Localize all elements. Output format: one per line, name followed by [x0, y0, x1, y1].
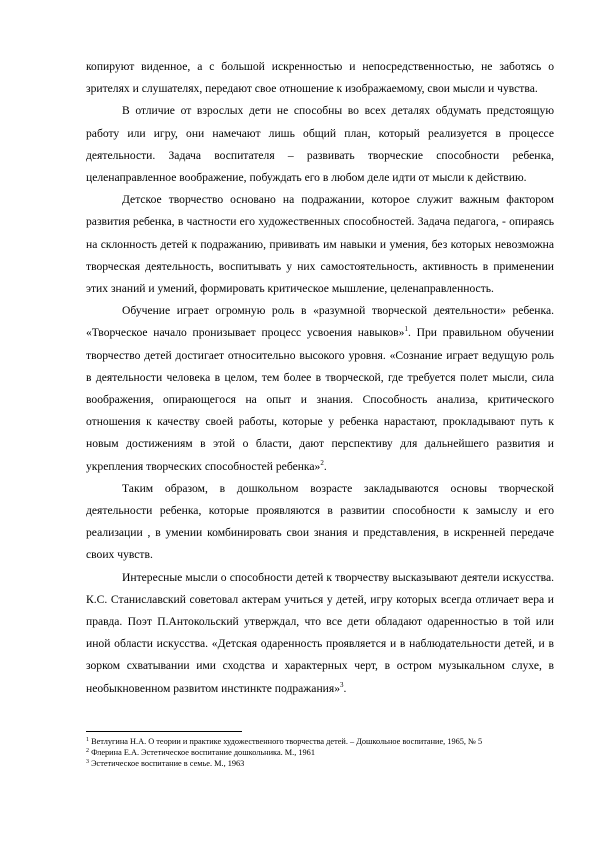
- footnote-divider: [86, 731, 242, 732]
- footnote-number: 2: [86, 748, 89, 754]
- paragraph-text: .: [343, 681, 347, 695]
- footnotes-section: [86, 731, 554, 769]
- footnote-reference[interactable]: 3: [340, 680, 344, 689]
- paragraph-text: копируют виденное, а с большой искренностью и непосредственностью, не заботясь о зрителях и слушателях, передают свое отношение к изображаемому, свои мысли и чувства.: [86, 60, 554, 96]
- footnote-number: 1: [86, 737, 89, 743]
- paragraph-text: Обучение играет огромную роль в «разумной творческой деятельности» ребенка. «Творческое начало пронизывает процесс усвоения навыков»: [86, 304, 554, 340]
- paragraph: [86, 567, 554, 700]
- paragraph: [86, 189, 554, 300]
- footnote: [86, 758, 554, 769]
- paragraph: [86, 478, 554, 567]
- footnote-reference[interactable]: 1: [404, 325, 408, 334]
- paragraph: [86, 56, 554, 100]
- paragraph: [86, 100, 554, 189]
- footnote: [86, 747, 554, 758]
- paragraph-text: Таким образом, в дошкольном возрасте закладываются основы творческой деятельности ребенка, которые проявляются в развитии способности к замыслу и его реализации , в умении комбинировать свои знания и представления, в искренней передаче своих чувств.: [86, 481, 554, 562]
- footnote: [86, 736, 554, 747]
- footnote-reference[interactable]: 2: [320, 458, 324, 467]
- document-body: [86, 56, 554, 700]
- paragraph-text: Интересные мысли о способности детей к творчеству высказывают деятели искусства. К.С. Станиславский советовал актерам учиться у детей, игру которых всегда отличает вера и правда. Поэт П.Антокольский утверждал, что все дети обладают одаренностью в той или иной области искусства. «Детская одаренность проявляется и в наблюдательности детей, и в зорком схватывании ими сходства и характерных черт, в остром музыкальном слухе, в необыкновенном развитом инстинкте подражания»: [86, 570, 554, 695]
- paragraph-text: В отличие от взрослых дети не способны во всех деталях обдумать предстоящую работу или игру, они намечают лишь общий план, который реализуется в процессе деятельности. Задача воспитателя – развивать творческие способности ребенка, целенаправленное воображение, побуждать его в любом деле идти от мысли к действию.: [86, 104, 554, 185]
- paragraph-text: . При правильном обучении творчество детей достигает относительно высокого уровня. «Сознание играет ведущую роль в деятельности человека в целом, тем более в творческой, где требуется полет мысли, сила воображения, опирающегося на опыт и знания. Способность анализа, критического отношения к качеству своей работы, которые у ребенка нарастают, прокладывают путь к новым достижениям в этой о бласти, дают перспективу для дальнейшего развития и укрепления творческих способностей ребенка»: [86, 326, 554, 473]
- footnote-text: Флерина Е.А. Эстетическое воспитание дошкольника. М., 1961: [89, 748, 315, 757]
- paragraph: [86, 300, 554, 478]
- footnote-text: Ветлугина Н.А. О теории и практике художественного творчества детей. – Дошкольное воспитание, 1965, № 5: [89, 737, 483, 746]
- paragraph-text: .: [323, 459, 327, 473]
- footnote-text: Эстетическое воспитание в семье. М., 1963: [89, 759, 245, 768]
- paragraph-text: Детское творчество основано на подражании, которое служит важным фактором развития ребенка, в частности его художественных способностей. Задача педагога, - опираясь на склонность детей к подражанию, прививать им навыки и умения, без которых невозможна творческая деятельность, воспитывать у них самостоятельность, активность в применении этих знаний и умений, формировать критическое мышление, целенаправленность.: [86, 193, 554, 296]
- footnote-number: 3: [86, 759, 89, 765]
